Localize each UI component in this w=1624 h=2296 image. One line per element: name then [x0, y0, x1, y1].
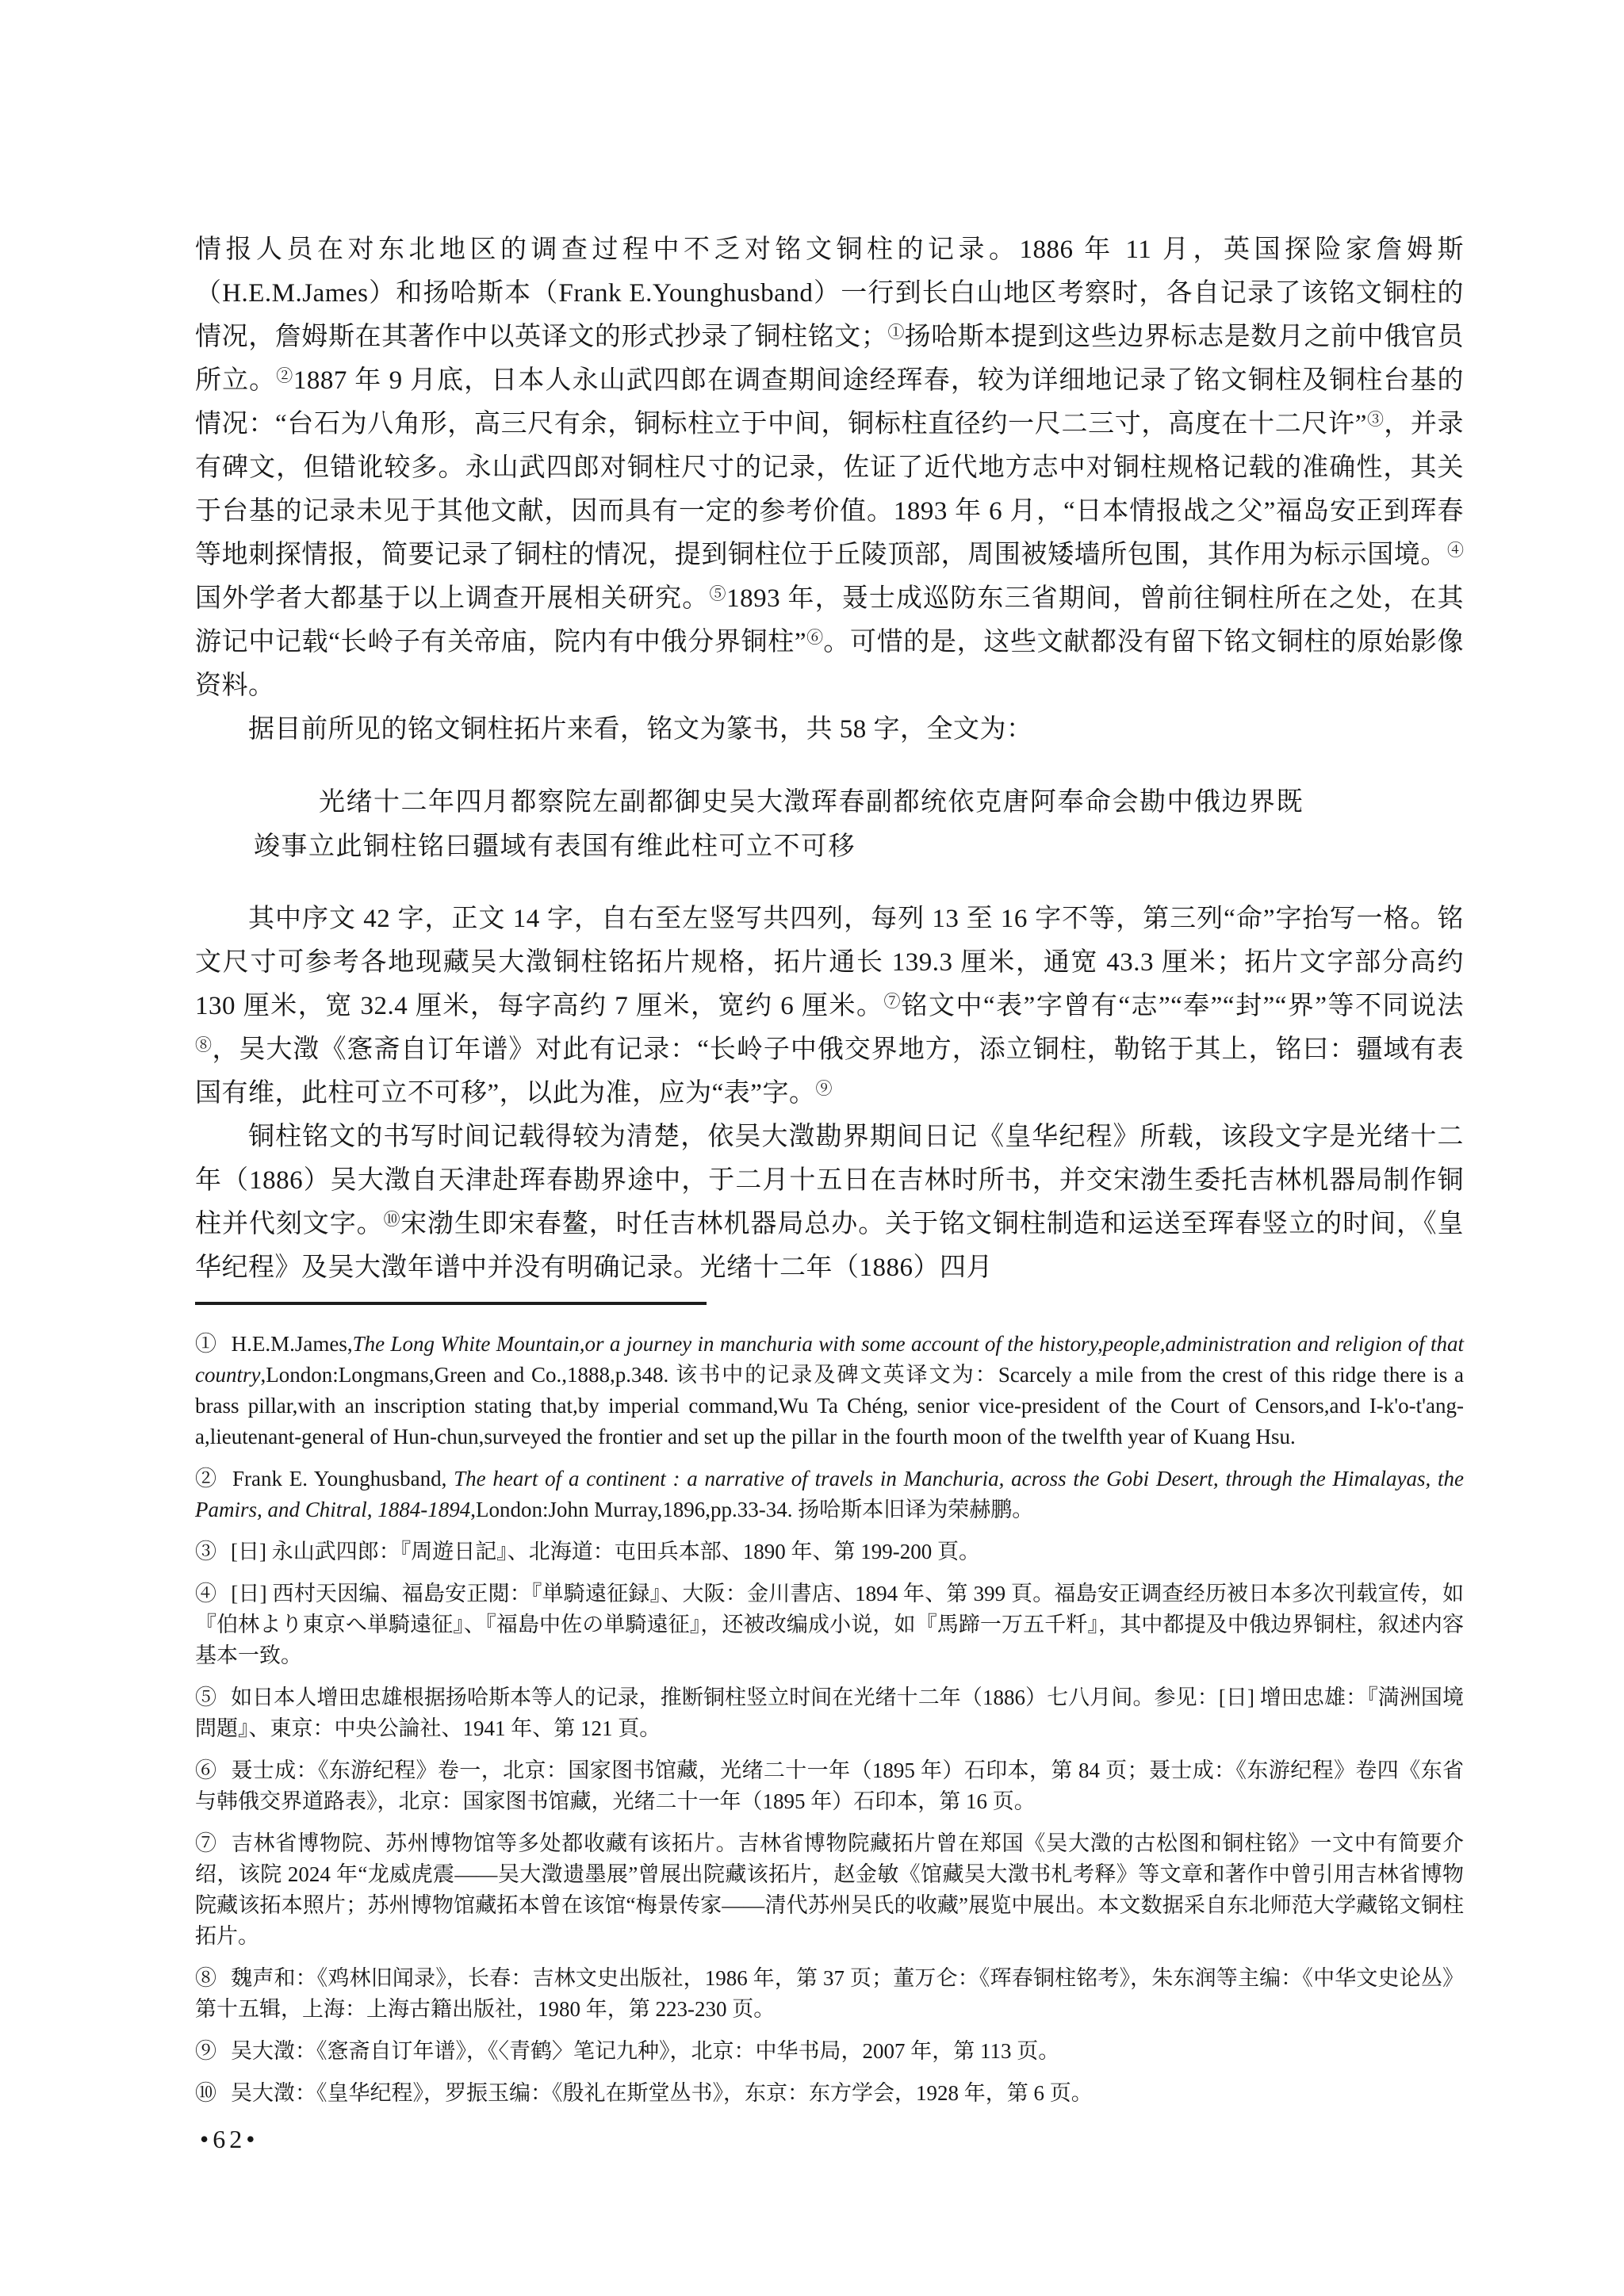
text-run: Frank E. Younghusband,	[232, 1467, 454, 1490]
footnote-ref: ⑦	[883, 992, 902, 1011]
footnote-list	[195, 1329, 1464, 2109]
footnote-ref: ①	[887, 323, 905, 342]
book-title-italic: The Long White Mountain,or a journey in manchuria with some account of the history,people,administration and religion of that country	[195, 1332, 1465, 1387]
book-title-italic: The heart of a continent : a narrative of travels in Manchuria, across the Gobi Desert, through the Himalayas, the Pamirs, and Chitral, 1884-1894	[195, 1467, 1464, 1521]
footnote-ref: ⑥	[806, 628, 824, 647]
text-run: ,London:John Murray,1896,pp.33-34. 扬哈斯本旧译为荣赫鹏。	[470, 1498, 1034, 1521]
footnote	[195, 2078, 1464, 2109]
text-run: 宋渤生即宋春鳌，时任吉林机器局总办。关于铭文铜柱制造和运送至珲春竖立的时间，《皇华纪程》及吴大澂年谱中并没有明确记录。光绪十二年（1886）四月	[195, 1210, 1464, 1282]
text-run: 国外学者大都基于以上调查开展相关研究。	[195, 584, 710, 613]
footnote-marker: ⑧	[195, 1966, 217, 1990]
body-paragraph	[195, 1115, 1464, 1290]
footnote-marker: ①	[195, 1332, 217, 1356]
body-paragraph	[195, 228, 1464, 708]
text-run: 吉林省博物院、苏州博物馆等多处都收藏有该拓片。吉林省博物院藏拓片曾在郑国《吴大澂的古松图和铜柱铭》一文中有简要介绍，该院 2024 年“龙威虎震——吴大澂遗墨展”曾展出院藏该拓片，赵金敏《馆藏吴大澂书札考释》等文章和著作中曾引用吉林省博物院藏该拓本照片；苏州博物馆藏拓本曾在该馆“梅景传家——清代苏州吴氏的收藏”展览中展出。本文数据采自东北师范大学藏铭文铜柱拓片。	[195, 1831, 1465, 1948]
footnote-marker: ⑦	[195, 1831, 217, 1855]
text-run: 铭文中“表”字曾有“志”“奉”“封”“界”等不同说法	[901, 992, 1464, 1020]
text-run: 1893 年，聂士成巡防东三省期间，曾前往铜柱所在之处，在其游记中记载“长岭子有关帝庙，院内有中俄分界铜柱”	[195, 584, 1464, 656]
footnote-ref: ④	[1447, 541, 1464, 560]
footnote-marker: ⑤	[195, 1686, 217, 1709]
footnote	[195, 1329, 1464, 1452]
page-number: •62•	[200, 2125, 259, 2153]
text-run: 铜柱铭文的书写时间记载得较为清楚，依吴大澂勘界期间日记《皇华纪程》所载，该段文字是光绪十二年（1886）吴大澂自天津赴珲春勘界途中，于二月十五日在吉林时所书，并交宋渤生委托吉林机器局制作铜柱并代刻文字。	[195, 1123, 1464, 1238]
text-run: 吴大澂：《皇华纪程》，罗振玉编：《殷礼在斯堂丛书》，东京：东方学会，1928 年，第 6 页。	[231, 2081, 1093, 2105]
footnote-ref: ⑨	[815, 1079, 833, 1098]
footnote-marker: ⑥	[195, 1758, 217, 1782]
text-run: [日] 西村天因编、福島安正閲：『単騎遠征録』、大阪：金川書店、1894 年、第 399 頁。福島安正调查经历被日本多次刊载宣传，如『伯林より東京へ単騎遠征』、『福島中佐の単騎遠征』，还被改编成小说，如『馬蹄一万五千粁』，其中都提及中俄边界铜柱，叙述内容基本一致。	[195, 1582, 1465, 1667]
footnote	[195, 2036, 1464, 2067]
text-run: ，吴大澂《愙斋自订年谱》对此有记录：“长岭子中俄交界地方，添立铜柱，勒铭于其上，铭曰：疆域有表国有维，此柱可立不可移”，以此为准，应为“表”字。	[195, 1035, 1464, 1108]
footnote	[195, 1682, 1464, 1744]
text-run: H.E.M.James,	[231, 1332, 353, 1356]
text-run: 据目前所见的铭文铜柱拓片来看，铭文为篆书，共 58 字，全文为：	[248, 715, 1033, 744]
footnote-ref: ②	[276, 366, 293, 385]
text-run: 情报人员在对东北地区的调查过程中不乏对铭文铜柱的记录。1886 年 11 月，英国探险家詹姆斯（H.E.M.James）和扬哈斯本（Frank E.Younghusband）一行到长白山地区考察时，各自记录了该铭文铜柱的情况，詹姆斯在其著作中以英译文的形式抄录了铜柱铭文；	[195, 235, 1464, 351]
text-run: 如日本人增田忠雄根据扬哈斯本等人的记录，推断铜柱竖立时间在光绪十二年（1886）七八月间。参见：[日] 增田忠雄：『満洲国境問題』、東京：中央公論社、1941 年、第 121 頁。	[195, 1686, 1465, 1740]
text-run: 1887 年 9 月底，日本人永山武四郎在调查期间途经珲春，较为详细地记录了铭文铜柱及铜柱台基的情况：“台石为八角形，高三尺有余，铜标柱立于中间，铜标柱直径约一尺二三寸，高度在十二尺许”	[195, 366, 1464, 438]
footnote-marker: ④	[195, 1582, 217, 1605]
footnote-ref: ③	[1366, 410, 1385, 429]
text-run: ,London:Longmans,Green and Co.,1888,p.348. 该书中的记录及碑文英译文为：Scarcely a mile from the crest of this ridge there is a brass pillar,with an inscription stating that,by imperial command,Wu Ta Chéng, senior vice-president of the Court of Censors,and I-k'o-t'ang-a,lieutenant-general of Hun-chun,surveyed the frontier and set up the pillar in the fourth moon of the twelfth year of Kuang Hsu.	[195, 1363, 1464, 1448]
body-paragraph	[195, 897, 1464, 1115]
footnote	[195, 1464, 1464, 1525]
text-run: 扬哈斯本提到这些边界标志是数月之前中俄官员所立。	[195, 323, 1464, 395]
text-run: 吴大澂：《愙斋自订年谱》，《〈青鹤〉笔记九种》，北京：中华书局，2007 年，第 113 页。	[231, 2039, 1060, 2063]
text-run: 魏声和：《鸡林旧闻录》，长春：吉林文史出版社，1986 年，第 37 页；董万仑：《珲春铜柱铭考》，朱东润等主编：《中华文史论丛》第十五辑，上海：上海古籍出版社，1980 年，第 223-230 页。	[195, 1966, 1465, 2021]
footnote-marker: ②	[195, 1467, 219, 1490]
footnote	[195, 1578, 1464, 1671]
text-run: [日] 永山武四郎：『周遊日記』、北海道：屯田兵本部、1890 年、第 199-200 頁。	[231, 1540, 980, 1563]
footnote-marker: ⑩	[195, 2081, 216, 2105]
footnote	[195, 1828, 1464, 1952]
page-body	[195, 228, 1464, 1302]
footnote-marker: ③	[195, 1540, 216, 1563]
footnote-ref: ⑧	[195, 1035, 213, 1054]
footnote	[195, 1755, 1464, 1817]
body-paragraph	[195, 708, 1464, 752]
text-run: 。可惜的是，这些文献都没有留下铭文铜柱的原始影像资料。	[195, 628, 1464, 700]
text-run: 聂士成：《东游纪程》卷一，北京：国家图书馆藏，光绪二十一年（1895 年）石印本，第 84 页；聂士成：《东游纪程》卷四《东省与韩俄交界道路表》，北京：国家图书馆藏，光绪二十一年（1895 年）石印本，第 16 页。	[195, 1758, 1465, 1813]
text-run: 其中序文 42 字，正文 14 字，自右至左竖写共四列，每列 13 至 16 字不等，第三列“命”字抬写一格。铭文尺寸可参考各地现藏吴大澂铜柱铭拓片规格，拓片通长 139.3 厘米，通宽 43.3 厘米；拓片文字部分高约 130 厘米，宽 32.4 厘米，每字高约 7 厘米，宽约 6 厘米。	[195, 905, 1464, 1020]
inscription-line: 光绪十二年四月都察院左副都御史吴大澂珲春副都统依克唐阿奉命会勘中俄边界既	[319, 788, 1304, 817]
text-run: ，并录有碑文，但错讹较多。永山武四郎对铜柱尺寸的记录，佐证了近代地方志中对铜柱规格记载的准确性，其关于台基的记录未见于其他文献，因而具有一定的参考价值。1893 年 6 月，“日本情报战之父”福岛安正到珲春等地刺探情报，简要记录了铜柱的情况，提到铜柱位于丘陵顶部，周围被矮墙所包围，其作用为标示国境。	[195, 410, 1464, 569]
footnote	[195, 1963, 1464, 2025]
footnotes-section	[195, 1302, 1464, 2120]
inscription-line: 竣事立此铜柱铭曰疆域有表国有维此柱可立不可移	[254, 832, 856, 861]
footnote-marker: ⑨	[195, 2039, 216, 2063]
footnote-ref: ⑩	[383, 1210, 401, 1229]
footnote	[195, 1536, 1464, 1567]
footnote-ref: ⑤	[709, 584, 727, 603]
inscription-quote	[254, 780, 1464, 869]
footnote-separator	[195, 1302, 707, 1305]
